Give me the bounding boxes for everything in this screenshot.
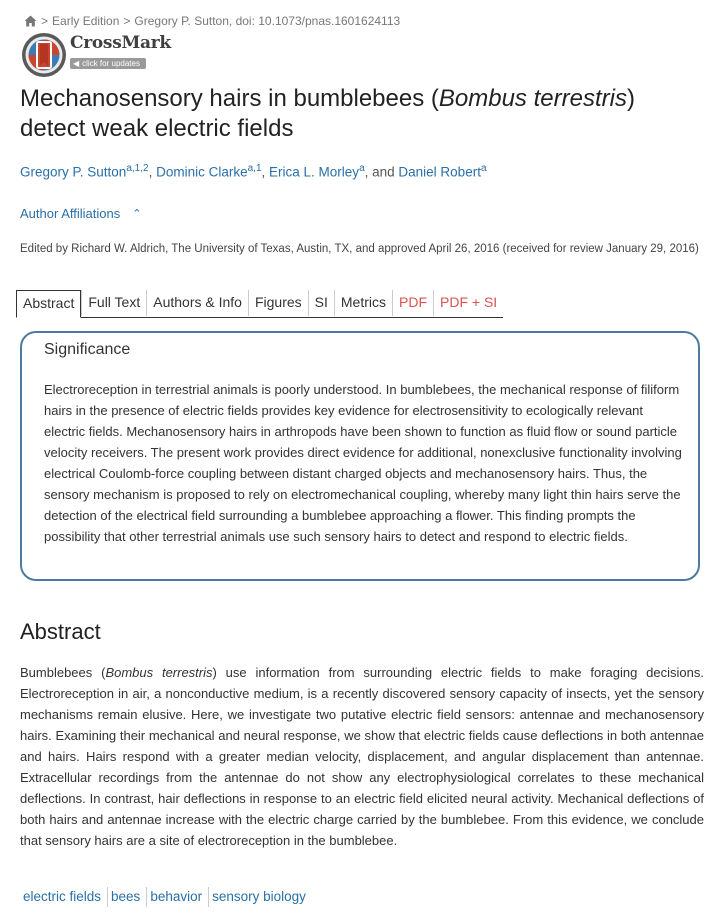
abstract-text-body: ) use information from surrounding electric fields to make foraging decisions. Electroreception in air, a nonconductive medium, is a recently discovered sensory capacity of insects, yet the sensory mechanisms remain elusive. Here, we investigate two putative electric field sensors: antennae and mechanosensory hairs. Examining their mechanical and neural response, we show that electric fields cause deflections in both antennae and hairs. Hairs respond with a greater median velocity, displacement, and angular displacement than antennae. Extracellular recordings from the antennae do not show any electrophysiological correlates to these mechanical deflections. In contrast, hair deflections in response to an electric field elicited neural activity. Mechanical deflections of both hairs and antennae increase with the electric charge carried by the bumblebee. From this evidence, we conclude that sensory hairs are a site of electroreception in the bumblebee. [20,665,704,848]
crossmark-badge[interactable] [21,32,171,78]
crossmark-updates-button[interactable] [70,58,146,69]
tab-pdf-si[interactable]: PDF + SI [433,290,503,316]
crossmark-logo-icon [21,32,67,78]
home-icon[interactable] [24,15,37,27]
abstract-text [20,662,704,851]
edited-by-note: Edited by Richard W. Aldrich, The University of Texas, Austin, TX, and approved April 26, 2016 (received for review January 29, 2016) [20,243,699,255]
chevron-up-icon[interactable]: ⌃ [132,208,142,220]
tab-si[interactable]: SI [308,290,334,316]
author-link[interactable]: Daniel Robert [398,164,481,180]
author-separator: , [148,164,157,180]
breadcrumb-separator: > [41,14,49,28]
author-affil-marker[interactable]: a,1,2 [126,163,149,174]
abstract-heading: Abstract [20,619,101,644]
breadcrumb [24,14,400,28]
keyword-link[interactable]: bees [107,887,146,907]
tab-figures[interactable]: Figures [248,290,308,316]
breadcrumb-separator: > [123,14,131,28]
author-link[interactable]: Gregory P. Sutton [20,164,127,180]
author-affiliations-label[interactable]: Author Affiliations [20,206,121,221]
tab-full-text[interactable]: Full Text [81,290,146,316]
significance-box [20,331,700,581]
tab-pdf[interactable]: PDF [392,290,433,316]
tab-metrics[interactable]: Metrics [334,290,392,316]
keyword-link[interactable]: electric fields [23,889,102,904]
crossmark-updates-label: click for updates [82,59,140,68]
title-text: Mechanosensory hairs in bumblebees ( [20,85,439,112]
tab-authors-info[interactable]: Authors & Info [146,290,248,316]
author-list [20,163,487,180]
significance-heading: Significance [44,341,131,358]
abstract-species: Bombus terrestris [105,665,213,680]
abstract-text-lead: Bumblebees ( [20,665,106,680]
title-species: Bombus terrestris [438,85,627,112]
title-text-end: ) detect weak electric fields [20,85,635,142]
author-affil-marker[interactable]: a,1 [247,163,262,174]
keyword-list [20,887,312,907]
author-separator: , [261,164,270,180]
significance-text: Electroreception in terrestrial animals is poorly understood. In bumblebees, the mechanical response of filiform hairs in the presence of electric fields provides key evidence for electrosensitivity to ecologically relevant electric fields. Mechanosensory hairs in arthropods have been shown to function as fluid flow or sound particle velocity receivers. The present work provides direct evidence for additional, nonexclusive functionality involving electrical Coulomb-force coupling between distant charged objects and mechanosensory hairs. Thus, the sensory mechanism is proposed to rely on electromechanical coupling, whereby many light thin hairs serve the detection of the electrical field surrounding a bumblebee approaching a flower. This finding prompts the possibility that other terrestrial animals use such sensory hairs to detect and respond to electric fields. [44,382,682,544]
breadcrumb-early-edition[interactable]: Early Edition [52,14,120,28]
crossmark-title: CrossMark [70,33,171,53]
arrow-left-icon: ◀ [73,59,80,68]
article-tabs [16,290,503,318]
keyword-link[interactable]: behavior [146,887,208,907]
author-affil-marker[interactable]: a [480,163,487,174]
author-separator: , and [364,164,399,180]
author-affiliations-toggle[interactable] [20,206,141,221]
author-affil-marker[interactable]: a [359,163,365,174]
keyword-link[interactable]: sensory biology [208,887,312,907]
author-link[interactable]: Dominic Clarke [156,164,248,180]
author-link[interactable]: Erica L. Morley [269,164,360,180]
article-title [20,84,700,144]
breadcrumb-current: Gregory P. Sutton, doi: 10.1073/pnas.1601624113 [134,14,401,28]
tab-abstract[interactable]: Abstract [16,290,81,318]
